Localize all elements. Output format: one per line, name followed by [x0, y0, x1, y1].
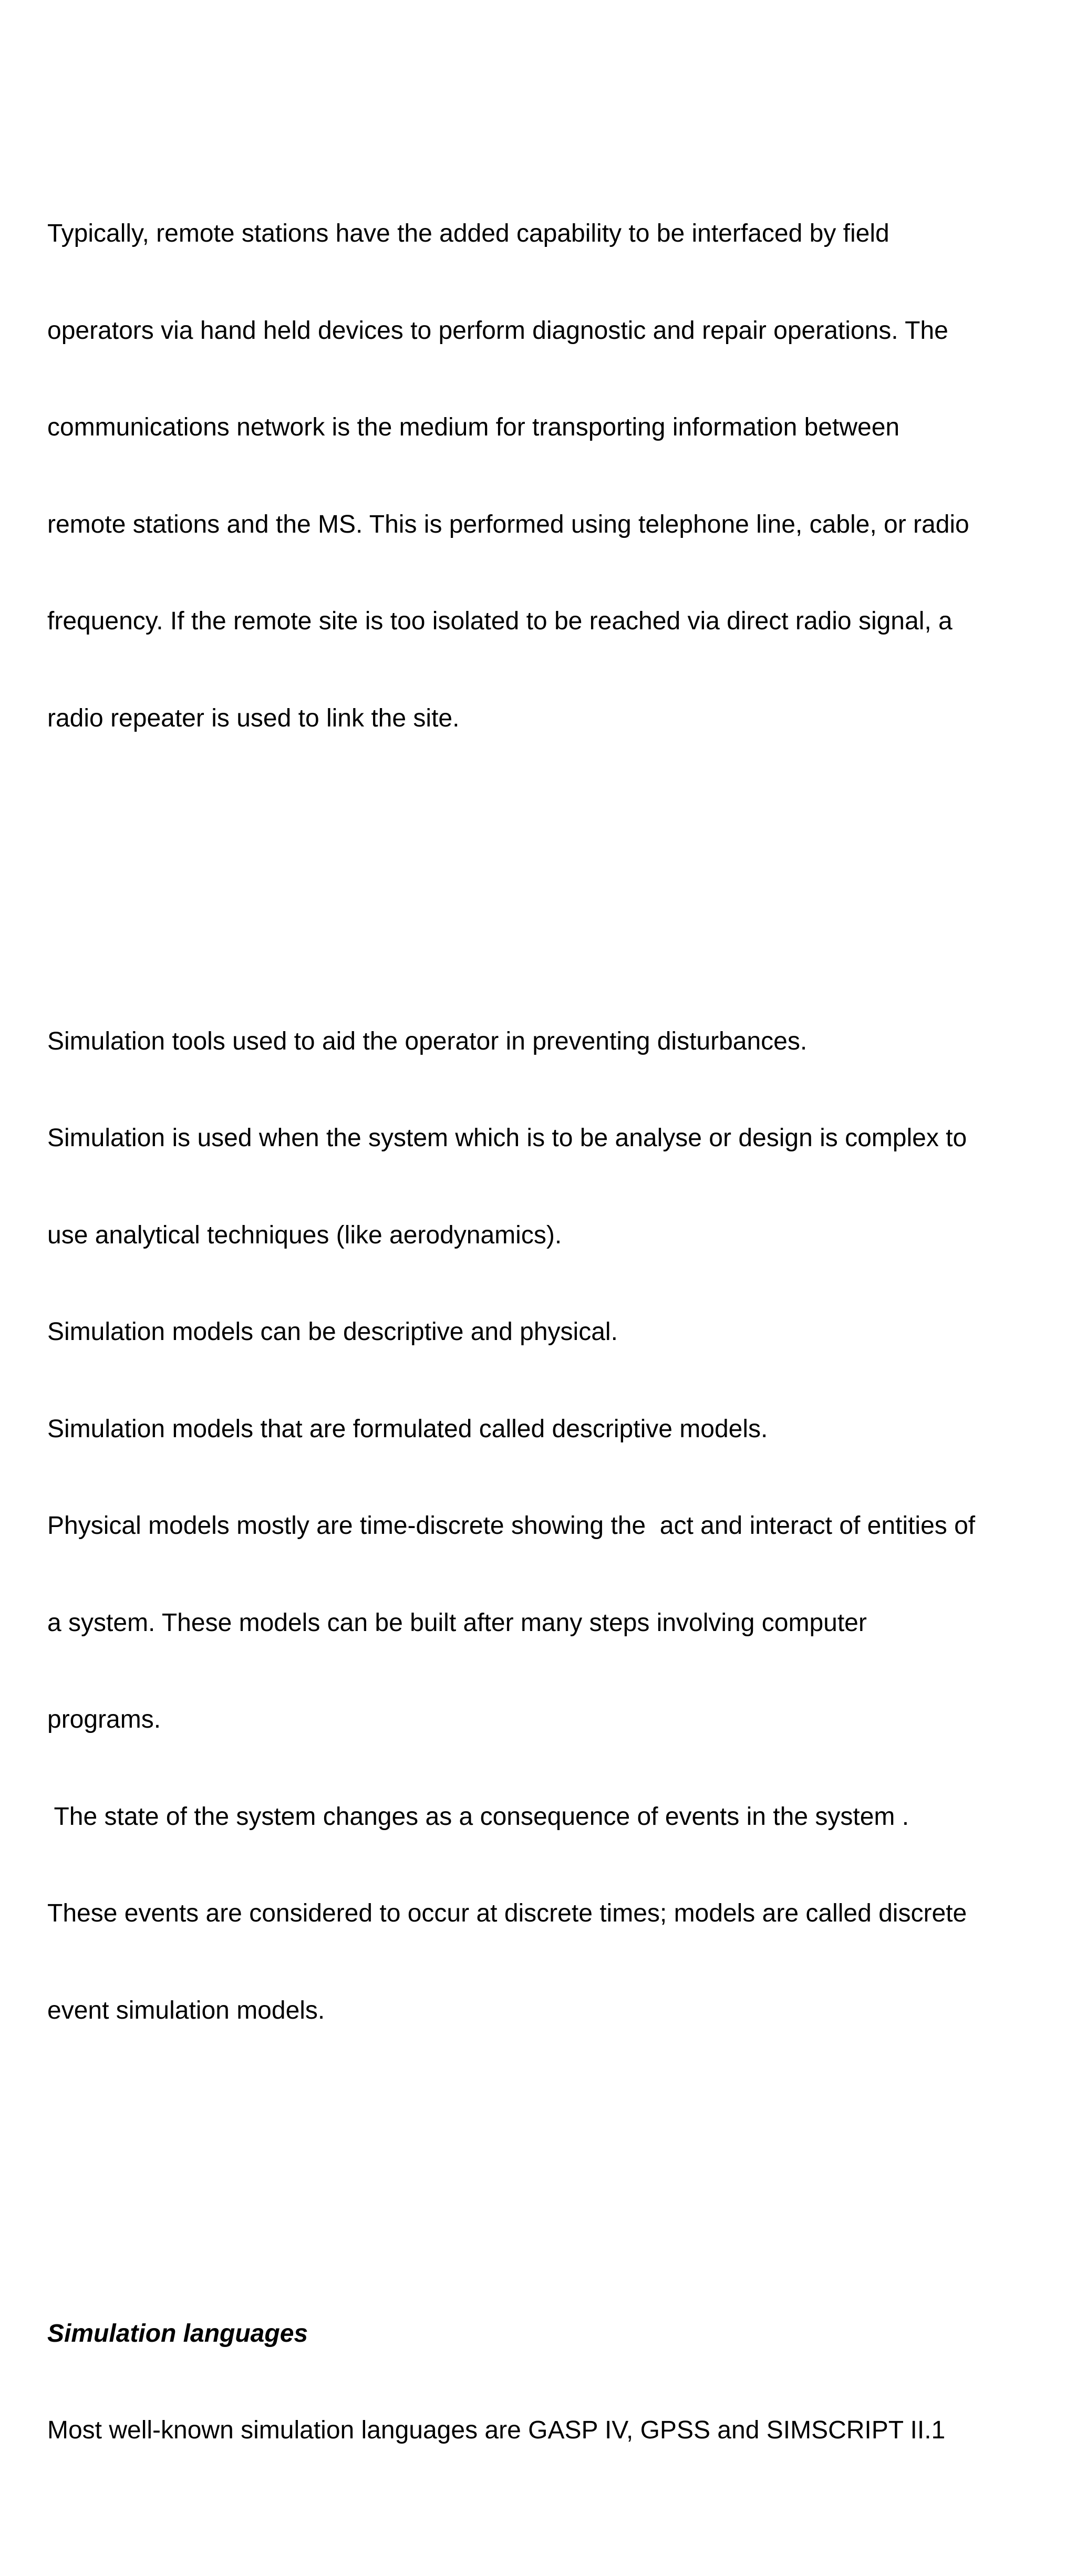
text-line: Typically, remote stations have the added capability to be interfaced by field	[47, 220, 889, 247]
text-line: communications network is the medium for transporting information between	[47, 413, 900, 441]
text-line: Simulation models can be descriptive and physical.	[47, 1318, 618, 1346]
paragraph-simulation-tools	[47, 961, 1067, 2092]
text-line: radio repeater is used to link the site.	[47, 704, 460, 732]
text-line: programs.	[47, 1706, 161, 1733]
text-line: a system. These models can be built after many steps involving computer	[47, 1608, 867, 1637]
text-line: Simulation tools used to aid the operator in preventing disturbances.	[47, 1027, 808, 1055]
text-line: use analytical techniques (like aerodynamics).	[47, 1221, 562, 1249]
text-line: frequency. If the remote site is too isolated to be reached via direct radio signal, a	[47, 607, 953, 635]
text-line: operators via hand held devices to perform diagnostic and repair operations. The	[47, 316, 948, 345]
text-line: Simulation models that are formulated called descriptive models.	[47, 1415, 768, 1443]
paragraph-spacer	[47, 864, 1067, 896]
text-line: Simulation is used when the system which is to be analyse or design is complex to	[47, 1124, 967, 1152]
text-line: remote stations and the MS. This is performed using telephone line, cable, or radio	[47, 510, 969, 538]
text-line: The state of the system changes as a consequence of events in the system .	[47, 1802, 909, 1831]
section-body: Most well-known simulation languages are GASP IV, GPSS and SIMSCRIPT II.1	[47, 2416, 946, 2444]
text-line: Physical models mostly are time-discrete showing the act and interact of entities of	[47, 1512, 976, 1540]
text-line: These events are considered to occur at discrete times; models are called discrete	[47, 1899, 967, 1927]
document-body	[47, 88, 1067, 2576]
paragraph-spacer	[47, 2156, 1067, 2188]
text-line: event simulation models.	[47, 1996, 325, 2024]
section-heading: Simulation languages	[47, 2319, 308, 2348]
section-simulation-languages	[47, 2253, 1067, 2511]
paragraph-remote-stations	[47, 153, 1067, 799]
